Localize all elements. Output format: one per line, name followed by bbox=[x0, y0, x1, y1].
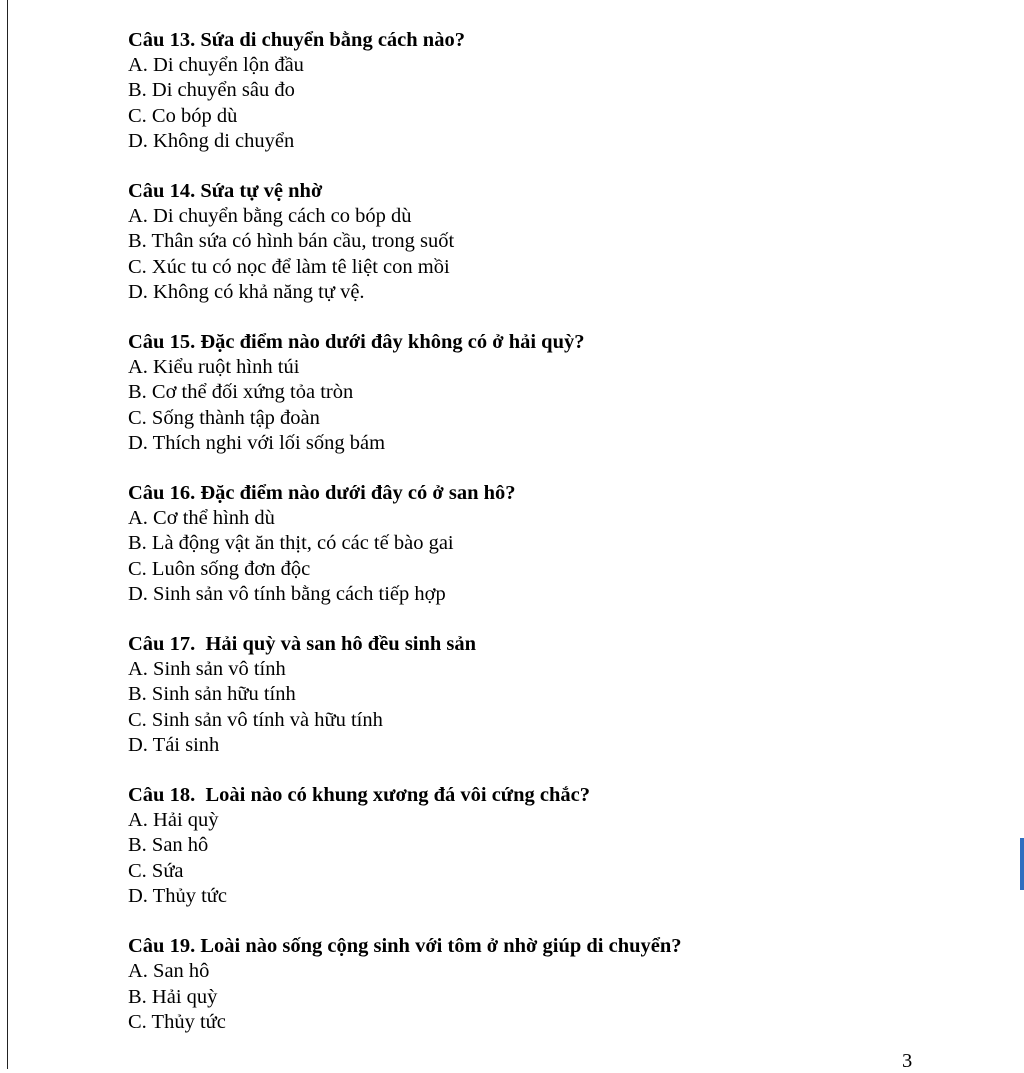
answer-option: D. Không có khả năng tự vệ. bbox=[128, 280, 365, 303]
answer-option: C. Sinh sản vô tính và hữu tính bbox=[128, 708, 383, 731]
question-title: Câu 17. Hải quỳ và san hô đều sinh sản bbox=[128, 633, 477, 656]
question-title: Câu 15. Đặc điểm nào dưới đây không có ở hải quỳ? bbox=[128, 331, 585, 354]
answer-option: A. Di chuyển lộn đầu bbox=[128, 54, 304, 77]
answer-option: A. Hải quỳ bbox=[128, 809, 219, 832]
answer-option: C. Luôn sống đơn độc bbox=[128, 557, 311, 580]
page-left-edge bbox=[7, 0, 8, 1069]
answer-option: D. Tái sinh bbox=[128, 733, 220, 756]
answer-option: C. Co bóp dù bbox=[128, 104, 238, 127]
question-title: Câu 16. Đặc điểm nào dưới đây có ở san hô? bbox=[128, 482, 516, 505]
answer-option: A. San hô bbox=[128, 960, 210, 983]
question-15 bbox=[128, 330, 928, 456]
question-17 bbox=[128, 632, 928, 758]
answer-option: B. Thân sứa có hình bán cầu, trong suốt bbox=[128, 230, 455, 253]
question-16 bbox=[128, 481, 928, 607]
document-body bbox=[128, 28, 928, 1060]
answer-option: A. Sinh sản vô tính bbox=[128, 658, 286, 681]
question-14 bbox=[128, 179, 928, 305]
question-title: Câu 18. Loài nào có khung xương đá vôi cứng chắc? bbox=[128, 784, 590, 807]
answer-option: B. Sinh sản hữu tính bbox=[128, 683, 296, 706]
question-19 bbox=[128, 934, 928, 1035]
question-13 bbox=[128, 28, 928, 154]
scroll-position-marker[interactable] bbox=[1020, 838, 1024, 890]
answer-option: A. Cơ thể hình dù bbox=[128, 507, 275, 530]
answer-option: B. Hải quỳ bbox=[128, 985, 218, 1008]
answer-option: D. Thủy tức bbox=[128, 884, 227, 907]
question-title: Câu 13. Sứa di chuyển bằng cách nào? bbox=[128, 29, 465, 51]
answer-option: C. Thủy tức bbox=[128, 1010, 226, 1033]
answer-option: B. Cơ thể đối xứng tỏa tròn bbox=[128, 381, 354, 404]
question-18 bbox=[128, 783, 928, 909]
answer-option: A. Di chuyển bằng cách co bóp dù bbox=[128, 205, 412, 228]
answer-option: D. Thích nghi với lối sống bám bbox=[128, 431, 386, 454]
answer-option: B. San hô bbox=[128, 834, 209, 857]
answer-option: C. Sống thành tập đoàn bbox=[128, 406, 320, 429]
answer-option: B. Di chuyển sâu đo bbox=[128, 79, 295, 102]
answer-option: C. Xúc tu có nọc để làm tê liệt con mồi bbox=[128, 255, 450, 278]
question-title: Câu 19. Loài nào sống cộng sinh với tôm ở nhờ giúp di chuyển? bbox=[128, 935, 682, 958]
answer-option: D. Sinh sản vô tính bằng cách tiếp hợp bbox=[128, 582, 446, 605]
page-number: 3 bbox=[902, 1050, 913, 1072]
question-title: Câu 14. Sứa tự vệ nhờ bbox=[128, 180, 323, 203]
answer-option: B. Là động vật ăn thịt, có các tế bào gai bbox=[128, 532, 454, 555]
answer-option: C. Sứa bbox=[128, 859, 184, 882]
answer-option: D. Không di chuyển bbox=[128, 129, 295, 152]
answer-option: A. Kiểu ruột hình túi bbox=[128, 356, 300, 379]
